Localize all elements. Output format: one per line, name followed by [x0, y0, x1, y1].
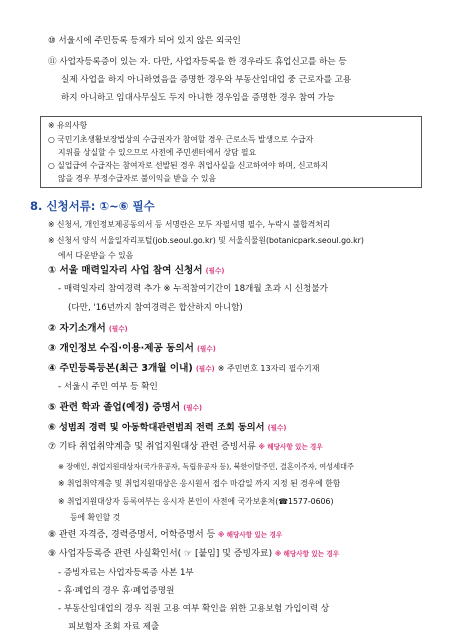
item-7	[48, 442, 323, 453]
section-8-note-2-line-1: ※ 신청서 양식 서울일자리포털(job.seoul.go.kr) 및 서울식물원(botanicpark.seoul.go.kr)	[48, 236, 364, 245]
item-11-line-1: ⑪ 사업자등록증이 있는 자. 다만, 사업자등록을 한 경우라도 휴업신고를 하는 등	[48, 57, 347, 67]
item-4-note: ※ 주민번호 13자리 필수기재	[217, 364, 320, 373]
item-1-detail-1: - 매력일자리 참여경력 추가 ※ 누적참여기간이 18개월 초과 시 신청불가	[58, 284, 328, 294]
item-6-required-tag: (필수)	[267, 424, 287, 432]
item-11-line-2: 실제 사업을 하지 아니하였음을 증명한 경우와 부동산임대업 중 근로자를 고용	[61, 75, 352, 85]
item-5-required-tag: (필수)	[183, 404, 203, 412]
item-2-title: ② 자기소개서	[48, 323, 106, 334]
item-7-tag: ※ 해당사항 있는 경우	[258, 443, 323, 451]
item-8	[48, 530, 282, 541]
item-5	[48, 402, 202, 414]
item-9	[48, 549, 339, 560]
item-4-title: ④ 주민등록등본(최근 3개월 이내)	[48, 363, 193, 374]
note-line-4: 않을 경우 부정수급자로 불이익을 받을 수 있음	[58, 174, 216, 183]
item-5-title: ⑤ 관련 학과 졸업(예정) 증명서	[48, 402, 181, 413]
item-1-required-tag: (필수)	[205, 267, 225, 275]
item-2-required-tag: (필수)	[108, 325, 128, 333]
item-7-note-2: ※ 취업취약계층 및 취업지원대상은 응시원서 접수 마감일 까지 지정 된 경우에 한함	[58, 479, 341, 488]
item-6	[48, 422, 286, 434]
section-8-heading: 8. 신청서류: ①~⑥ 필수	[30, 199, 155, 213]
item-8-tag: ※ 해당사항 있는 경우	[217, 531, 283, 539]
item-9-tag: ※ 해당사항 있는 경우	[274, 550, 340, 558]
section-8-note-1: ※ 신청서, 개인정보제공동의서 등 서명란은 모두 자필서명 필수, 누락시 불합격처리	[48, 220, 331, 229]
item-9-detail-3-line-2: 피보험자 조회 자료 제출	[68, 622, 160, 632]
item-10: ⑩ 서울시에 주민등록 등재가 되어 있지 않은 외국인	[48, 36, 241, 46]
item-2	[48, 323, 128, 335]
item-6-title: ⑥ 성범죄 경력 및 아동학대관련범죄 전력 조회 동의서	[48, 422, 265, 433]
note-line-1: ○ 국민기초생활보장법상의 수급권자가 참여할 경우 근로소득 발생으로 수급자	[48, 135, 314, 144]
item-9-detail-2: - 휴·폐업의 경우 휴·폐업증명원	[58, 586, 175, 596]
item-7-note-3-line-2: 등에 확인할 것	[70, 513, 121, 522]
item-4-detail-1: - 서울시 주민 여부 등 확인	[58, 382, 158, 392]
item-8-title: ⑧ 관련 자격증, 경력증명서, 어학증명서 등	[48, 530, 216, 540]
item-3-required-tag: (필수)	[196, 345, 216, 353]
note-title: ※ 유의사항	[48, 121, 88, 130]
item-3-title: ③ 개인정보 수집·이용·제공 동의서	[48, 343, 194, 354]
item-1-title: ① 서울 매력일자리 사업 참여 신청서	[48, 265, 203, 276]
section-8-note-2-line-2: 에서 다운받을 수 있음	[58, 251, 134, 260]
item-9-detail-3-line-1: - 부동산임대업의 경우 직원 고용 여부 확인을 위한 고용보험 가입이력 상	[58, 604, 330, 614]
item-1	[48, 265, 224, 277]
item-7-note-1: ※ 장애인, 취업지원대상자(국가유공자, 독립유공자 등), 북한이탈주민, 결혼이주자, 여성세대주	[58, 462, 354, 471]
item-3	[48, 343, 216, 355]
note-line-3: ○ 실업급여 수급자는 참여자로 선발된 경우 취업사실을 신고하여야 하며, 신고하지	[48, 161, 329, 170]
item-11-line-3: 하지 아니하고 임대사무실도 두지 아니한 경우임을 증명한 경우 참여 가능	[61, 93, 335, 103]
item-9-title: ⑨ 사업자등록증 관련 사실확인서( ☞ [붙임] 및 증빙자료)	[48, 549, 273, 559]
note-line-2: 지위를 상실할 수 있으므로 사전에 주민센터에서 상담 필요	[58, 148, 257, 157]
item-7-note-3-line-1: ※ 취업지원대상자 등록여부는 응시자 본인이 사전에 국가보훈처(☎1577-0606)	[58, 497, 334, 506]
item-1-detail-2: (다만, '16년까지 참여경력은 합산하지 아니함)	[68, 303, 243, 313]
item-4	[48, 363, 320, 375]
item-9-detail-1: - 증빙자료는 사업자등록증 사본 1부	[58, 568, 194, 578]
item-4-required-tag: (필수)	[195, 365, 215, 373]
item-7-title: ⑦ 기타 취업취약계층 및 취업지원대상 관련 증빙서류	[48, 442, 256, 452]
